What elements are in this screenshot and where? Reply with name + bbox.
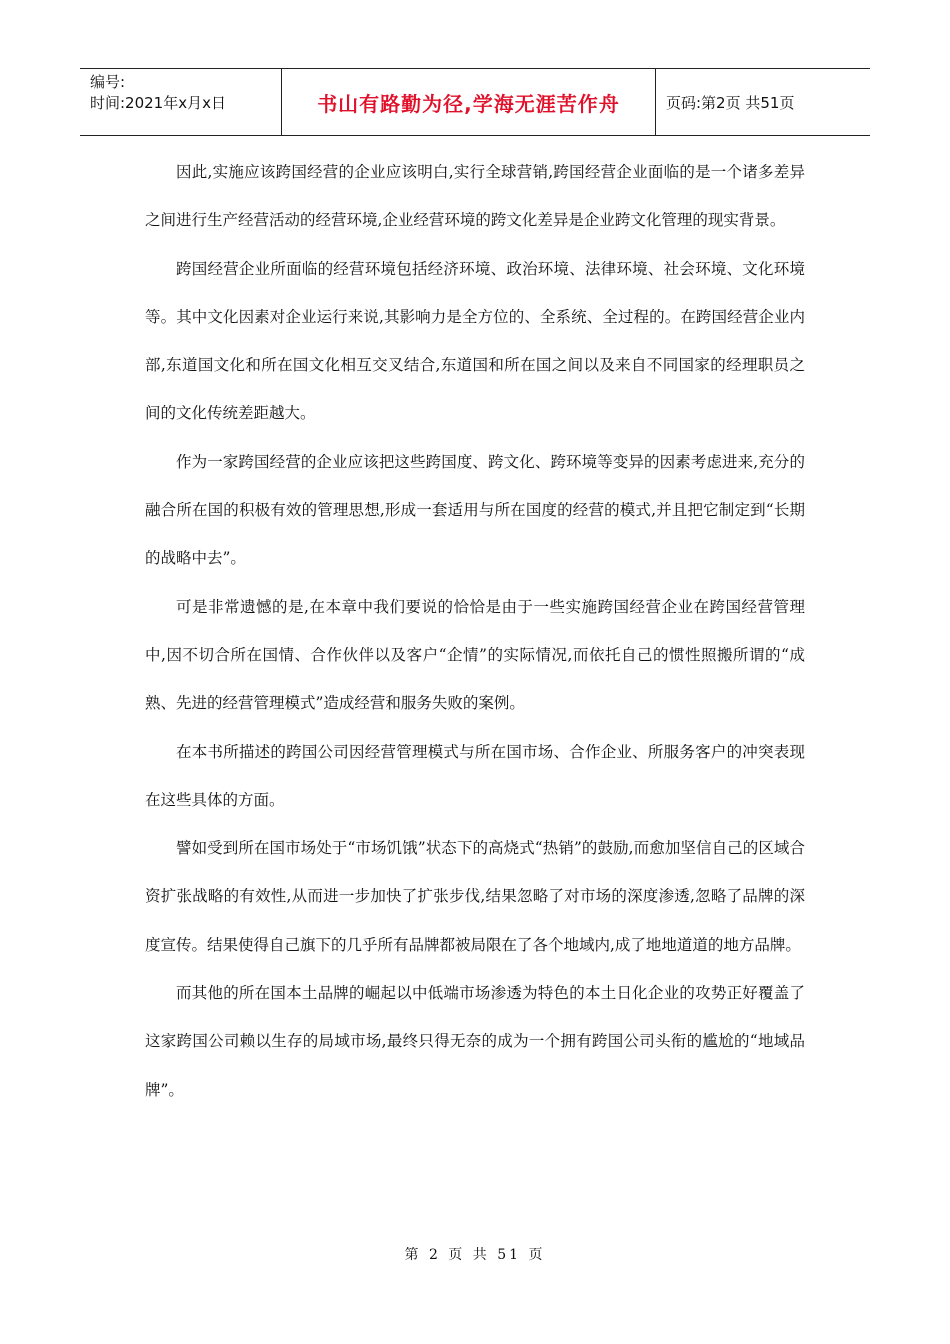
paragraph: 因此,实施应该跨国经营的企业应该明白,实行全球营销,跨国经营企业面临的是一个诸多差异之间进行生产经营活动的经营环境,企业经营环境的跨文化差异是企业跨文化管理的现实背景。 <box>145 163 805 230</box>
document-body <box>145 148 805 1114</box>
page-info: 页码:第2页 共51页 <box>666 93 795 112</box>
paragraph: 在本书所描述的跨国公司因经营管理模式与所在国市场、合作企业、所服务客户的冲突表现在这些具体的方面。 <box>145 742 805 809</box>
paragraph: 作为一家跨国经营的企业应该把这些跨国度、跨文化、跨环境等变异的因素考虑进来,充分的融合所在国的积极有效的管理思想,形成一套适用与所在国度的经营的模式,并且把它制定到“长期的战略中去”。 <box>145 452 805 568</box>
time-label: 时间:2021年x月x日 <box>90 94 226 112</box>
document-header-table <box>80 68 870 136</box>
page-footer: 第 2 页 共 51 页 <box>404 1247 546 1263</box>
paragraph: 可是非常遗憾的是,在本章中我们要说的恰恰是由于一些实施跨国经营企业在跨国经营管理中,因不切合所在国情、合作伙伴以及客户“企情”的实际情况,而依托自己的惯性照搬所谓的“成熟、先进的经营管理模式”造成经营和服务失败的案例。 <box>145 597 805 713</box>
header-left-cell <box>80 69 282 135</box>
paragraph: 跨国经营企业所面临的经营环境包括经济环境、政治环境、法律环境、社会环境、文化环境等。其中文化因素对企业运行来说,其影响力是全方位的、全系统、全过程的。在跨国经营企业内部,东道国文化和所在国文化相互交叉结合,东道国和所在国之间以及来自不同国家的经理职员之间的文化传统差距越大。 <box>145 259 805 423</box>
header-page-cell <box>656 69 870 135</box>
motto-text: 书山有路勤为径,学海无涯苦作舟 <box>317 91 620 116</box>
paragraph: 而其他的所在国本土品牌的崛起以中低端市场渗透为特色的本土日化企业的攻势正好覆盖了这家跨国公司赖以生存的局域市场,最终只得无奈的成为一个拥有跨国公司头衔的尴尬的“地域品牌”。 <box>145 984 805 1099</box>
header-motto-cell <box>282 69 656 135</box>
paragraph: 譬如受到所在国市场处于“市场饥饿”状态下的高烧式“热销”的鼓励,而愈加坚信自己的区域合资扩张战略的有效性,从而进一步加快了扩张步伐,结果忽略了对市场的深度渗透,忽略了品牌的深度宣传。结果使得自己旗下的几乎所有品牌都被局限在了各个地域内,成了地地道道的地方品牌。 <box>145 839 805 954</box>
code-label: 编号: <box>90 73 126 91</box>
